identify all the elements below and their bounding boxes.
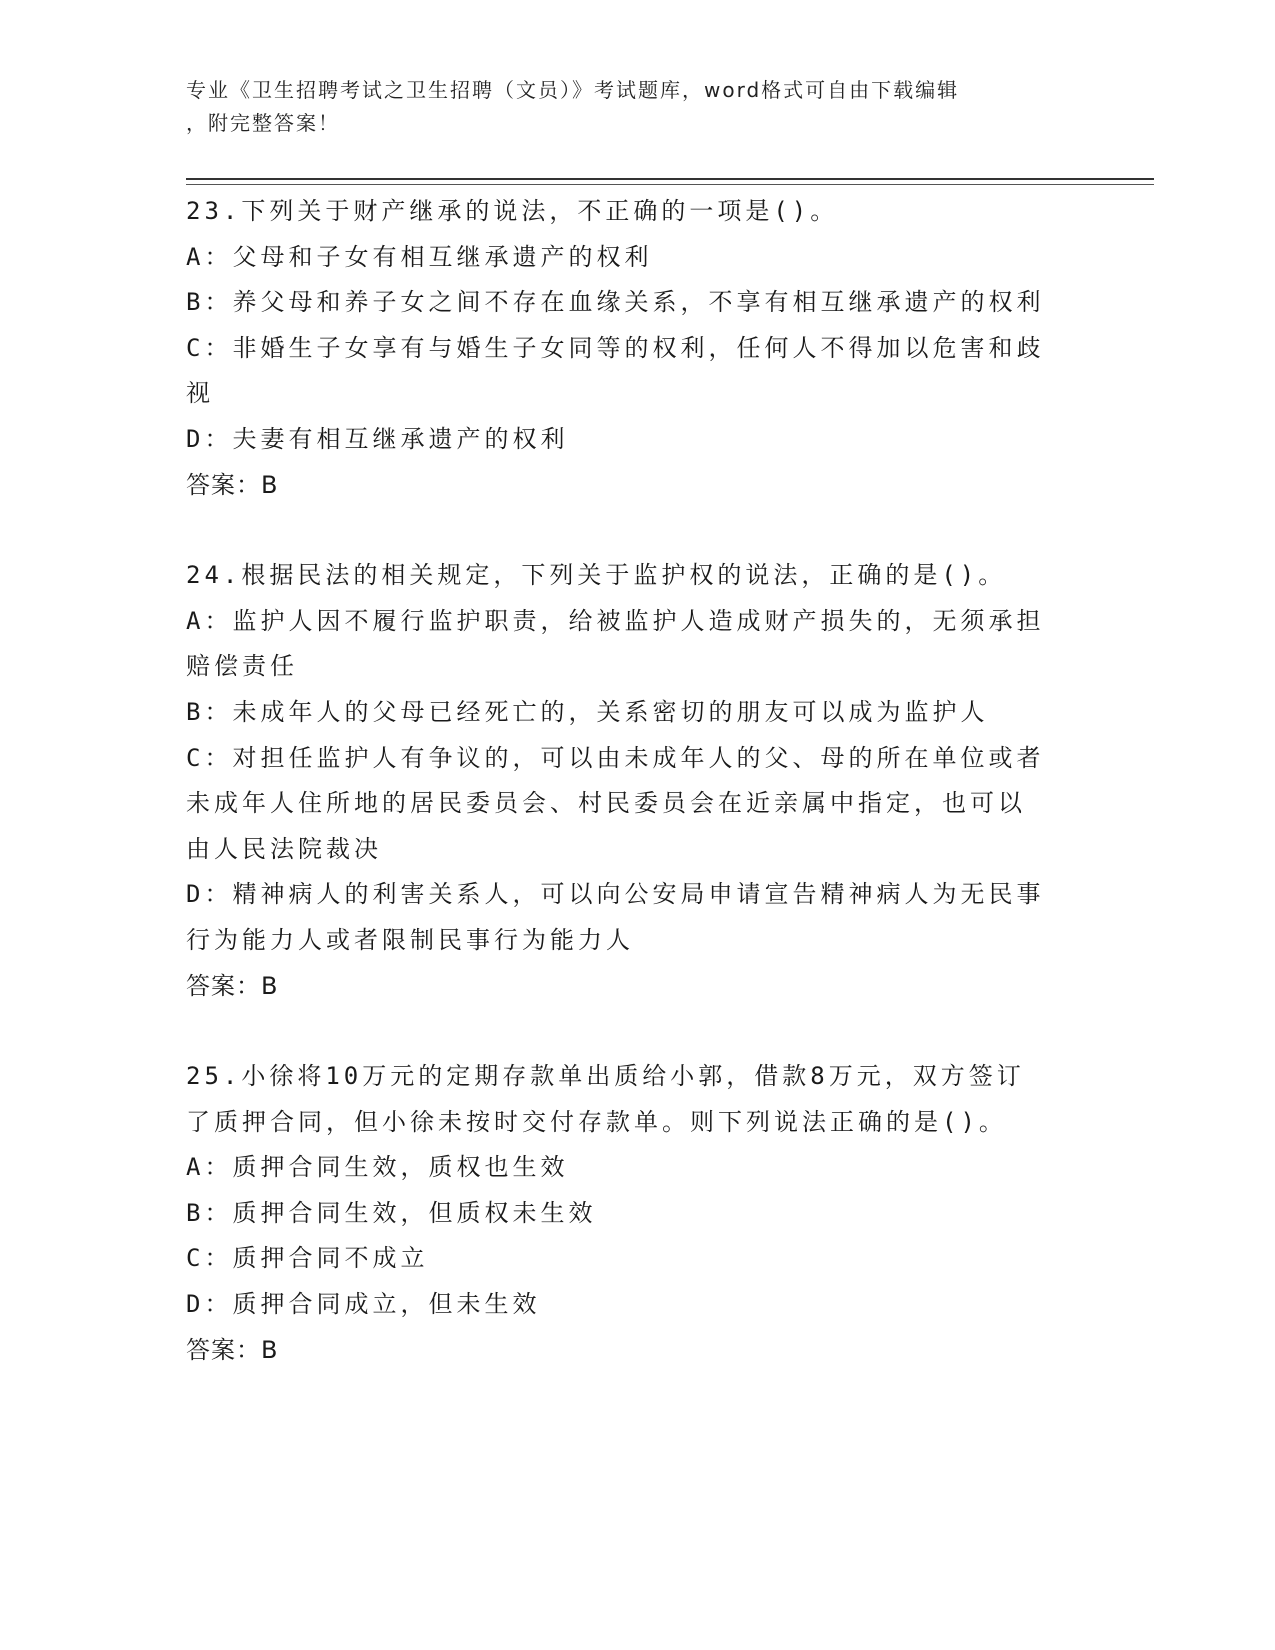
answer-label: 答案：B bbox=[186, 1335, 279, 1364]
option-c-continued: 由人民法院裁决 bbox=[186, 834, 382, 863]
answer-label: 答案：B bbox=[186, 971, 279, 1000]
option-b: B：质押合同生效，但质权未生效 bbox=[186, 1198, 597, 1227]
option-d: D：精神病人的利害关系人，可以向公安局申请宣告精神病人为无民事 bbox=[186, 880, 1045, 909]
header-divider bbox=[186, 178, 1154, 180]
answer-label: 答案：B bbox=[186, 470, 279, 499]
option-c: C：对担任监护人有争议的，可以由未成年人的父、母的所在单位或者 bbox=[186, 743, 1045, 772]
option-a: A：监护人因不履行监护职责，给被监护人造成财产损失的，无须承担 bbox=[186, 606, 1045, 635]
header-divider-thin bbox=[186, 184, 1154, 185]
option-b: B：未成年人的父母已经死亡的，关系密切的朋友可以成为监护人 bbox=[186, 697, 989, 726]
option-c-continued: 未成年人住所地的居民委员会、村民委员会在近亲属中指定，也可以 bbox=[186, 789, 1026, 818]
option-d: D：质押合同成立，但未生效 bbox=[186, 1290, 541, 1319]
question-23 bbox=[186, 189, 1086, 508]
question-list bbox=[186, 189, 1086, 1373]
option-c: C：非婚生子女享有与婚生子女同等的权利，任何人不得加以危害和歧 bbox=[186, 333, 1045, 362]
option-d: D：夫妻有相互继承遗产的权利 bbox=[186, 424, 569, 453]
option-d-continued: 行为能力人或者限制民事行为能力人 bbox=[186, 925, 634, 954]
option-a: A：父母和子女有相互继承遗产的权利 bbox=[186, 242, 653, 271]
option-b: B：养父母和养子女之间不存在血缘关系，不享有相互继承遗产的权利 bbox=[186, 288, 1045, 317]
option-c: C：质押合同不成立 bbox=[186, 1244, 429, 1273]
header-line: ，附完整答案！ bbox=[186, 111, 340, 135]
question-25 bbox=[186, 1054, 1086, 1373]
question-stem-continued: 了质押合同，但小徐未按时交付存款单。则下列说法正确的是()。 bbox=[186, 1107, 1007, 1136]
document-header bbox=[186, 74, 1066, 140]
option-c-continued: 视 bbox=[186, 379, 214, 408]
header-line: 专业《卫生招聘考试之卫生招聘（文员）》考试题库，word格式可自由下载编辑 bbox=[186, 78, 960, 102]
question-stem: 24.根据民法的相关规定，下列关于监护权的说法，正确的是()。 bbox=[186, 561, 1007, 590]
question-stem: 25.小徐将10万元的定期存款单出质给小郭，借款8万元，双方签订 bbox=[186, 1062, 1025, 1091]
option-a-continued: 赔偿责任 bbox=[186, 652, 298, 681]
question-stem: 23.下列关于财产继承的说法，不正确的一项是()。 bbox=[186, 197, 839, 225]
option-a: A：质押合同生效，质权也生效 bbox=[186, 1153, 569, 1182]
question-24 bbox=[186, 553, 1086, 1009]
